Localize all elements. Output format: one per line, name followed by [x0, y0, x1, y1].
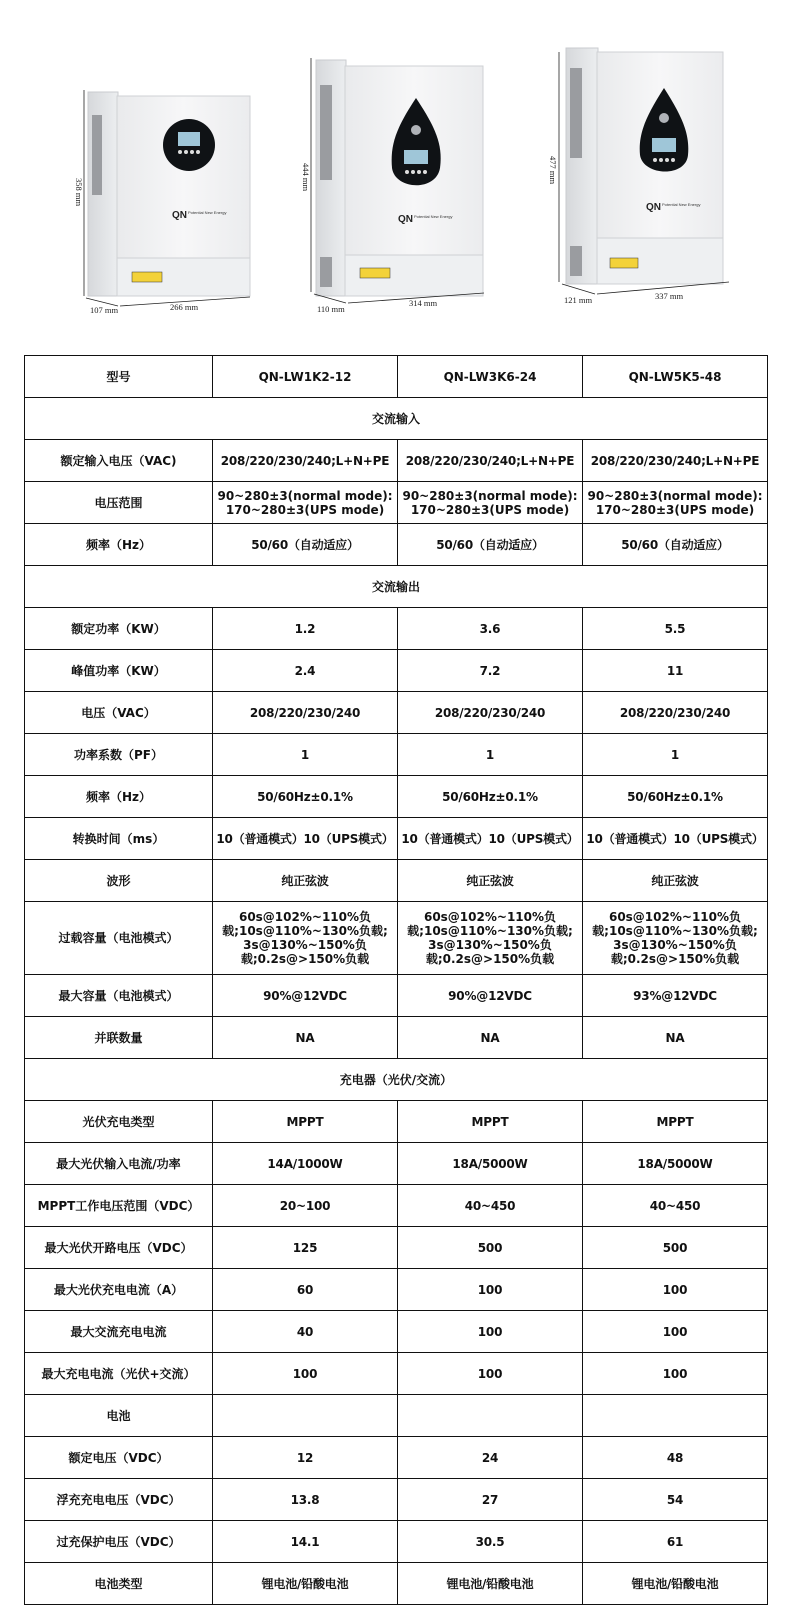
- row-value: [583, 734, 768, 776]
- row-value: [213, 1479, 398, 1521]
- row-label: 最大交流充电电流: [25, 1311, 213, 1353]
- row-value-text: 90%@12VDC: [263, 988, 347, 1003]
- row-value-text: 3.6: [479, 621, 501, 636]
- dim-height-2: 444 mm: [301, 163, 311, 192]
- table-header-row: [25, 356, 768, 398]
- model-label: 型号: [25, 356, 213, 398]
- model-2: QN-LW3K6-24: [398, 356, 583, 398]
- row-value-text: 30.5: [475, 1534, 505, 1549]
- row-value: [583, 860, 768, 902]
- row-value: [398, 1143, 583, 1185]
- row-value-text: NA: [665, 1030, 685, 1045]
- row-value-text: 93%@12VDC: [633, 988, 717, 1003]
- section-title: 交流输出: [25, 566, 768, 608]
- row-value-text: 27: [481, 1492, 499, 1507]
- product-illustrations: [0, 0, 790, 345]
- row-label: 频率（Hz）: [25, 776, 213, 818]
- row-value: [398, 608, 583, 650]
- row-value: [398, 482, 583, 524]
- row-label: 额定功率（KW）: [25, 608, 213, 650]
- row-value-text: 125: [292, 1240, 318, 1255]
- row-value: [213, 482, 398, 524]
- row-value: [213, 818, 398, 860]
- row-value-text: 50/60（自动适应）: [621, 537, 729, 552]
- row-value-text: 纯正弦波: [281, 873, 329, 888]
- row-value-text: 50/60（自动适应）: [436, 537, 544, 552]
- row-value: [213, 1521, 398, 1563]
- dim-depth-1: 107 mm: [90, 305, 119, 315]
- row-value-text: 208/220/230/240;L+N+PE: [590, 453, 760, 468]
- row-value: [398, 1395, 583, 1437]
- row-value: [213, 975, 398, 1017]
- row-value: [213, 776, 398, 818]
- row-value-text: 100: [292, 1366, 318, 1381]
- row-label: 最大充电电流（光伏+交流）: [25, 1353, 213, 1395]
- row-value: [398, 650, 583, 692]
- row-value: [398, 734, 583, 776]
- row-value: [213, 860, 398, 902]
- row-value-text: 61: [666, 1534, 684, 1549]
- row-value: [583, 1395, 768, 1437]
- row-label: 电压（VAC）: [25, 692, 213, 734]
- row-value: [213, 1101, 398, 1143]
- row-value: [398, 1227, 583, 1269]
- row-value: [583, 1101, 768, 1143]
- row-value: [398, 776, 583, 818]
- row-value-text: NA: [295, 1030, 315, 1045]
- row-value: [398, 975, 583, 1017]
- row-value-text: 1: [670, 747, 680, 762]
- table-row: [25, 1101, 768, 1143]
- row-value: [583, 1437, 768, 1479]
- row-label: 额定电压（VDC）: [25, 1437, 213, 1479]
- row-value-text: 12: [296, 1450, 314, 1465]
- dim-width-1: 266 mm: [170, 302, 199, 312]
- inverter-5kw-image: [548, 48, 729, 305]
- table-row: [25, 1437, 768, 1479]
- section-title: 交流输入: [25, 398, 768, 440]
- row-label: 波形: [25, 860, 213, 902]
- row-value: [583, 524, 768, 566]
- row-value-text: 锂电池/铅酸电池: [261, 1576, 349, 1591]
- row-value-text: 60s@102%~110%负 载;10s@110%~130%负载; 3s@130%~150%负 载;0.2s@>150%负载: [592, 910, 758, 966]
- row-value: [583, 818, 768, 860]
- row-value-text: 10（普通模式）10（UPS模式）: [401, 831, 579, 846]
- row-value-text: MPPT: [471, 1114, 509, 1129]
- row-value: [213, 1143, 398, 1185]
- row-value-text: 54: [666, 1492, 684, 1507]
- row-value-text: 208/220/230/240;L+N+PE: [405, 453, 575, 468]
- row-label: 额定输入电压（VAC): [25, 440, 213, 482]
- row-label: 电池类型: [25, 1563, 213, 1605]
- row-value: [398, 692, 583, 734]
- row-value-text: 40: [296, 1324, 314, 1339]
- row-label: 峰值功率（KW）: [25, 650, 213, 692]
- row-value: [213, 1227, 398, 1269]
- row-label: 功率系数（PF）: [25, 734, 213, 776]
- row-value-text: 60s@102%~110%负 载;10s@110%~130%负载; 3s@130%~150%负 载;0.2s@>150%负载: [407, 910, 573, 966]
- dim-height-3: 477 mm: [548, 156, 558, 185]
- brand-tagline-2: Potential New Energy: [414, 214, 453, 219]
- row-value-text: 10（普通模式）10（UPS模式）: [216, 831, 394, 846]
- row-label: 频率（Hz）: [25, 524, 213, 566]
- row-value: [583, 608, 768, 650]
- row-value-text: 1: [485, 747, 495, 762]
- row-value-text: 锂电池/铅酸电池: [631, 1576, 719, 1591]
- spec-table: [24, 355, 768, 1605]
- row-value-text: 100: [662, 1282, 688, 1297]
- row-label: 过充保护电压（VDC）: [25, 1521, 213, 1563]
- row-value: [583, 1143, 768, 1185]
- table-row: [25, 1521, 768, 1563]
- row-value-text: 50/60（自动适应）: [251, 537, 359, 552]
- row-value: [398, 524, 583, 566]
- row-value: [398, 818, 583, 860]
- table-row: [25, 1311, 768, 1353]
- table-row: [25, 1143, 768, 1185]
- table-row: [25, 608, 768, 650]
- row-value-text: 100: [477, 1366, 503, 1381]
- row-label: 并联数量: [25, 1017, 213, 1059]
- row-value: [213, 1269, 398, 1311]
- inverter-1kw-image: [74, 90, 250, 315]
- row-label: 最大光伏开路电压（VDC）: [25, 1227, 213, 1269]
- row-value-text: 50/60Hz±0.1%: [257, 789, 353, 804]
- row-value: [213, 524, 398, 566]
- row-value-text: 90~280±3(normal mode): 170~280±3(UPS mode): [587, 488, 763, 517]
- row-value: [213, 1563, 398, 1605]
- table-row: [25, 482, 768, 524]
- row-label: 最大光伏充电电流（A）: [25, 1269, 213, 1311]
- row-value-text: 100: [662, 1324, 688, 1339]
- row-value-text: 100: [477, 1324, 503, 1339]
- table-row: [25, 524, 768, 566]
- row-value: [213, 692, 398, 734]
- row-value-text: 60: [296, 1282, 314, 1297]
- brand-logo-1: QN: [172, 210, 187, 221]
- row-value: [398, 860, 583, 902]
- row-label: 电压范围: [25, 482, 213, 524]
- row-value: [583, 776, 768, 818]
- row-value-text: 1: [300, 747, 310, 762]
- section-header-row: [25, 566, 768, 608]
- row-value-text: 208/220/230/240;L+N+PE: [220, 453, 390, 468]
- table-row: [25, 1017, 768, 1059]
- row-value-text: 1.2: [294, 621, 316, 636]
- row-value: [213, 902, 398, 975]
- dim-width-3: 337 mm: [655, 291, 684, 301]
- row-value: [583, 1521, 768, 1563]
- row-value: [213, 1311, 398, 1353]
- model-1: QN-LW1K2-12: [213, 356, 398, 398]
- row-value-text: 208/220/230/240: [249, 705, 361, 720]
- row-label: MPPT工作电压范围（VDC）: [25, 1185, 213, 1227]
- row-value-text: 500: [662, 1240, 688, 1255]
- row-value-text: 40~450: [649, 1198, 701, 1213]
- section-header-row: [25, 1059, 768, 1101]
- row-value: [213, 608, 398, 650]
- row-label: 浮充充电电压（VDC）: [25, 1479, 213, 1521]
- row-value: [398, 1563, 583, 1605]
- row-value: [583, 902, 768, 975]
- table-row: [25, 776, 768, 818]
- row-value: [398, 1269, 583, 1311]
- row-value-text: 14.1: [290, 1534, 320, 1549]
- row-value: [583, 1227, 768, 1269]
- row-label: 最大容量（电池模式）: [25, 975, 213, 1017]
- row-value: [583, 1017, 768, 1059]
- row-value-text: 90~280±3(normal mode): 170~280±3(UPS mode): [217, 488, 393, 517]
- row-value-text: 40~450: [464, 1198, 516, 1213]
- inverter-3kw-image: [301, 58, 484, 314]
- row-value-text: 7.2: [479, 663, 501, 678]
- row-value: [213, 1017, 398, 1059]
- row-value: [398, 1521, 583, 1563]
- row-label: 电池: [25, 1395, 213, 1437]
- product-images: [0, 0, 790, 345]
- row-label: 过载容量（电池模式）: [25, 902, 213, 975]
- section-title: 充电器（光伏/交流）: [25, 1059, 768, 1101]
- row-value-text: 50/60Hz±0.1%: [627, 789, 723, 804]
- row-value: [398, 902, 583, 975]
- row-value-text: 18A/5000W: [637, 1156, 713, 1171]
- row-value-text: 纯正弦波: [651, 873, 699, 888]
- row-value-text: 2.4: [294, 663, 316, 678]
- row-value: [583, 1311, 768, 1353]
- brand-tagline-1: Potential New Energy: [188, 210, 227, 215]
- row-value-text: 锂电池/铅酸电池: [446, 1576, 534, 1591]
- row-value: [583, 1269, 768, 1311]
- row-value: [583, 975, 768, 1017]
- row-value: [398, 1437, 583, 1479]
- row-value: [213, 734, 398, 776]
- row-value-text: MPPT: [286, 1114, 324, 1129]
- section-header-row: [25, 398, 768, 440]
- row-label: 转换时间（ms）: [25, 818, 213, 860]
- row-value: [213, 440, 398, 482]
- table-row: [25, 1563, 768, 1605]
- row-value: [398, 1101, 583, 1143]
- row-value: [583, 1563, 768, 1605]
- table-row: [25, 818, 768, 860]
- dim-height-1: 358 mm: [74, 178, 84, 207]
- brand-logo-2: QN: [398, 214, 413, 225]
- row-value: [583, 1185, 768, 1227]
- row-value: [398, 1017, 583, 1059]
- table-row: [25, 1353, 768, 1395]
- row-value: [213, 1395, 398, 1437]
- table-row: [25, 1269, 768, 1311]
- row-value-text: 48: [666, 1450, 684, 1465]
- row-value-text: 20~100: [279, 1198, 331, 1213]
- row-value-text: 11: [666, 663, 684, 678]
- row-label: 最大光伏输入电流/功率: [25, 1143, 213, 1185]
- table-row: [25, 692, 768, 734]
- row-value: [583, 692, 768, 734]
- table-row: [25, 734, 768, 776]
- table-row: [25, 975, 768, 1017]
- row-value: [398, 1353, 583, 1395]
- row-value: [398, 1185, 583, 1227]
- table-row: [25, 1395, 768, 1437]
- table-row: [25, 1227, 768, 1269]
- row-value-text: 208/220/230/240: [619, 705, 731, 720]
- table-row: [25, 902, 768, 975]
- row-value-text: 24: [481, 1450, 499, 1465]
- row-value: [398, 1311, 583, 1353]
- row-value-text: 100: [662, 1366, 688, 1381]
- row-value-text: 5.5: [664, 621, 686, 636]
- row-value-text: 10（普通模式）10（UPS模式）: [586, 831, 764, 846]
- row-value: [583, 1353, 768, 1395]
- model-3: QN-LW5K5-48: [583, 356, 768, 398]
- row-value: [213, 650, 398, 692]
- brand-tagline-3: Potential New Energy: [662, 202, 701, 207]
- row-value-text: 纯正弦波: [466, 873, 514, 888]
- table-row: [25, 650, 768, 692]
- row-value: [213, 1353, 398, 1395]
- row-value: [213, 1437, 398, 1479]
- row-value: [583, 440, 768, 482]
- row-value: [398, 1479, 583, 1521]
- row-value: [213, 1185, 398, 1227]
- row-value-text: 90%@12VDC: [448, 988, 532, 1003]
- row-value-text: 13.8: [290, 1492, 320, 1507]
- row-value-text: MPPT: [656, 1114, 694, 1129]
- table-row: [25, 1479, 768, 1521]
- row-value-text: 14A/1000W: [267, 1156, 343, 1171]
- row-value: [583, 482, 768, 524]
- dim-width-2: 314 mm: [409, 298, 438, 308]
- row-label: 光伏充电类型: [25, 1101, 213, 1143]
- dim-depth-2: 110 mm: [317, 304, 345, 314]
- row-value-text: 100: [477, 1282, 503, 1297]
- table-row: [25, 1185, 768, 1227]
- row-value-text: 90~280±3(normal mode): 170~280±3(UPS mode): [402, 488, 578, 517]
- table-row: [25, 860, 768, 902]
- row-value-text: 50/60Hz±0.1%: [442, 789, 538, 804]
- spec-table-body: [25, 356, 768, 1605]
- row-value-text: 500: [477, 1240, 503, 1255]
- row-value-text: 208/220/230/240: [434, 705, 546, 720]
- brand-logo-3: QN: [646, 202, 661, 213]
- row-value: [398, 440, 583, 482]
- row-value-text: 60s@102%~110%负 载;10s@110%~130%负载; 3s@130%~150%负 载;0.2s@>150%负载: [222, 910, 388, 966]
- row-value-text: 18A/5000W: [452, 1156, 528, 1171]
- table-row: [25, 440, 768, 482]
- row-value: [583, 650, 768, 692]
- row-value-text: NA: [480, 1030, 500, 1045]
- dim-depth-3: 121 mm: [564, 295, 593, 305]
- row-value: [583, 1479, 768, 1521]
